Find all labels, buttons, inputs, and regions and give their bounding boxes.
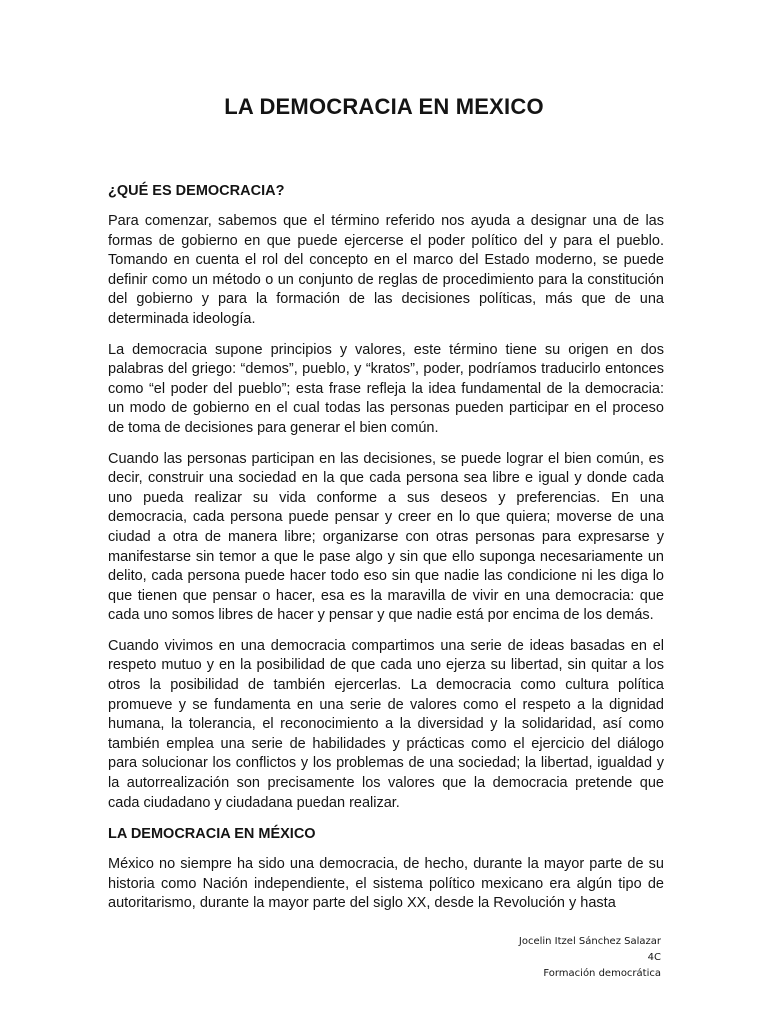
- section-heading-que-es-democracia: ¿QUÉ ES DEMOCRACIA?: [108, 183, 285, 199]
- paragraph: México no siempre ha sido una democracia, de hecho, durante la mayor parte de su historia como Nación independiente, el sistema político mexicano era algún tipo de autoritarismo, durante la mayor parte del siglo XX, desde la Revolución y hasta: [108, 856, 664, 912]
- footer-group: 4C: [647, 952, 661, 963]
- paragraph: Cuando vivimos en una democracia compartimos una serie de ideas basadas en el respeto mutuo y en la posibilidad de que cada uno ejerza su libertad, sin quitar a los otros la posibilidad de también ejercerlas. La democracia como cultura política promueve y se fundamenta en una serie de valores como el respeto a la dignidad humana, la tolerancia, el reconocimiento a la diversidad y la solidaridad, así como también emplea una serie de habilidades y prácticas como el ejercicio del diálogo para solucionar los conflictos y los problemas de una sociedad; la libertad, igualdad y la autorrealización son precisamente los valores que la democracia pretende que cada ciudadano y ciudadana puedan realizar.: [108, 637, 664, 811]
- paragraph: La democracia supone principios y valores, este término tiene su origen en dos palabras del griego: “demos”, pueblo, y “kratos”, poder, podríamos traducirlo entonces como “el poder del pueblo”; esta frase refleja la idea fundamental de la democracia: un modo de gobierno en el cual todas las personas pueden participar en el proceso de toma de decisiones para generar el bien común.: [108, 341, 664, 436]
- document-title: LA DEMOCRACIA EN MEXICO: [224, 94, 544, 119]
- paragraph: Para comenzar, sabemos que el término referido nos ayuda a designar una de las formas de gobierno en que puede ejercerse el poder político del y para el pueblo. Tomando en cuenta el rol del concepto en el marco del Estado moderno, se puede definir como un método o un conjunto de reglas de procedimiento para la constitución del gobierno y para la formación de las decisiones políticas, más que de una determinada ideología.: [108, 213, 664, 327]
- footer-author: Jocelin Itzel Sánchez Salazar: [518, 936, 661, 947]
- footer-subject: Formación democrática: [543, 968, 661, 979]
- document-body: [108, 181, 664, 925]
- page-footer: [519, 934, 661, 982]
- section-heading-democracia-en-mexico: LA DEMOCRACIA EN MÉXICO: [108, 826, 316, 843]
- paragraph: Cuando las personas participan en las decisiones, se puede lograr el bien común, es decir, construir una sociedad en la que cada persona sea libre e igual y donde cada uno pueda realizar su vida conforme a sus deseos y preferencias. En una democracia, cada persona puede pensar y creer en lo que quiera; moverse de una ciudad a otra de manera libre; organizarse con otras personas para expresarse y manifestarse sin temor a que le pase algo y sin que ello suponga necesariamente un delito, cada persona puede hacer todo eso sin que nadie las condicione ni les diga lo que tienen que pensar o hacer, esa es la maravilla de vivir en una democracia: que cada uno somos libres de hacer y pensar y que nadie está por encima de los demás.: [108, 450, 664, 624]
